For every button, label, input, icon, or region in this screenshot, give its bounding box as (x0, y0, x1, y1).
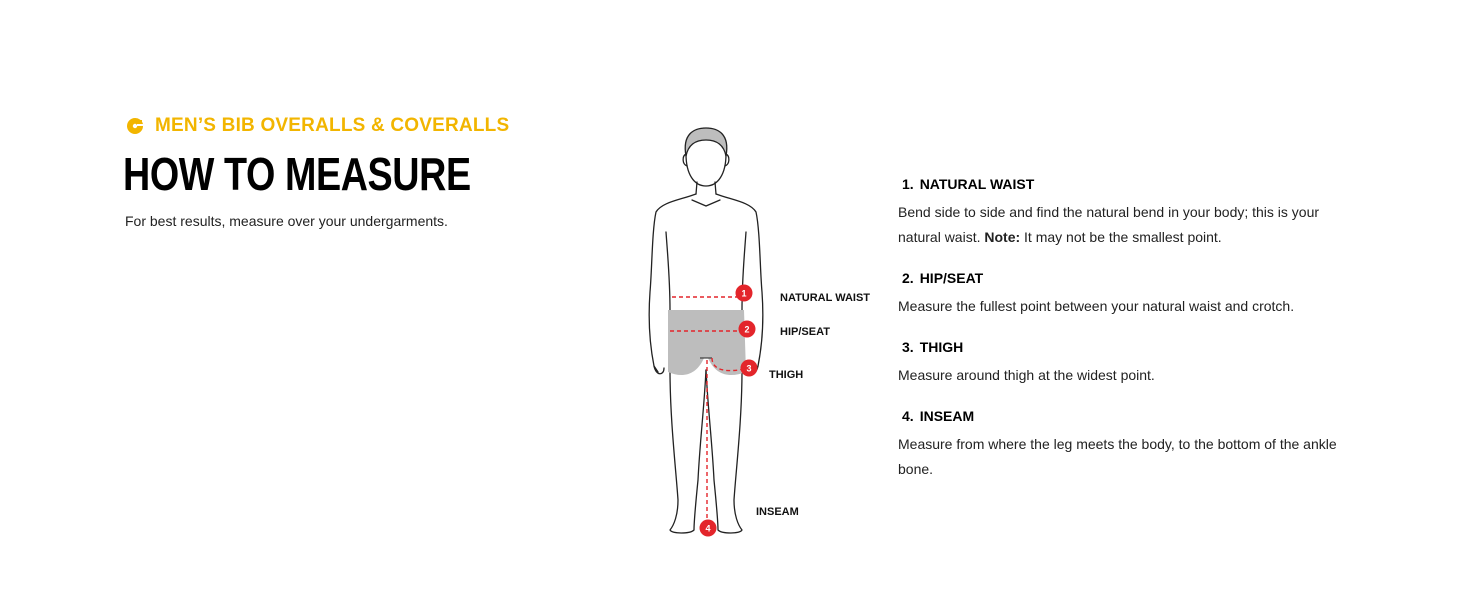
label-hip-seat: HIP/SEAT (780, 326, 830, 338)
step-text: Bend side to side and find the natural bend in your body; this is your natural waist. (898, 204, 1320, 245)
step-description: Measure from where the leg meets the body, to the bottom of the ankle bone. (898, 436, 1337, 477)
label-inseam: INSEAM (756, 506, 799, 518)
intro-text: For best results, measure over your undergarments. (125, 213, 448, 229)
eyebrow-text: MEN’S BIB OVERALLS & COVERALLS (155, 115, 510, 136)
step-heading (898, 333, 1338, 361)
marker-2 (739, 321, 756, 338)
step-number: 4. (902, 408, 914, 424)
step-hip-seat (898, 264, 1338, 319)
svg-text:4: 4 (705, 523, 711, 534)
marker-1 (736, 285, 753, 302)
measurement-figure (620, 120, 890, 550)
page-title: HOW TO MEASURE (123, 148, 471, 200)
section-eyebrow (125, 115, 509, 137)
step-title: THIGH (919, 339, 964, 355)
step-description: Measure around thigh at the widest point. (898, 367, 1155, 383)
label-natural-waist: NATURAL WAIST (780, 292, 871, 304)
svg-text:2: 2 (744, 324, 750, 335)
step-description (898, 200, 1338, 250)
step-text-after: It may not be the smallest point. (1020, 229, 1222, 245)
undergarment-shorts (668, 310, 746, 375)
step-heading (898, 264, 1338, 292)
svg-text:1: 1 (741, 288, 747, 299)
step-heading (898, 170, 1338, 198)
marker-3 (741, 360, 758, 377)
step-natural-waist (898, 170, 1338, 250)
step-number: 1. (902, 176, 914, 192)
step-thigh (898, 333, 1338, 388)
step-title: NATURAL WAIST (919, 176, 1035, 192)
svg-text:3: 3 (746, 363, 752, 374)
step-title: HIP/SEAT (919, 270, 984, 286)
step-heading (898, 402, 1338, 430)
label-thigh: THIGH (769, 369, 804, 381)
measure-steps (898, 170, 1338, 496)
step-inseam (898, 402, 1338, 482)
note-label: Note: (984, 229, 1021, 245)
step-description: Measure the fullest point between your natural waist and crotch. (898, 298, 1295, 314)
step-title: INSEAM (919, 408, 975, 424)
marker-4 (700, 520, 717, 537)
step-number: 3. (902, 339, 914, 355)
carhartt-c-icon (125, 116, 145, 136)
step-number: 2. (902, 270, 914, 286)
